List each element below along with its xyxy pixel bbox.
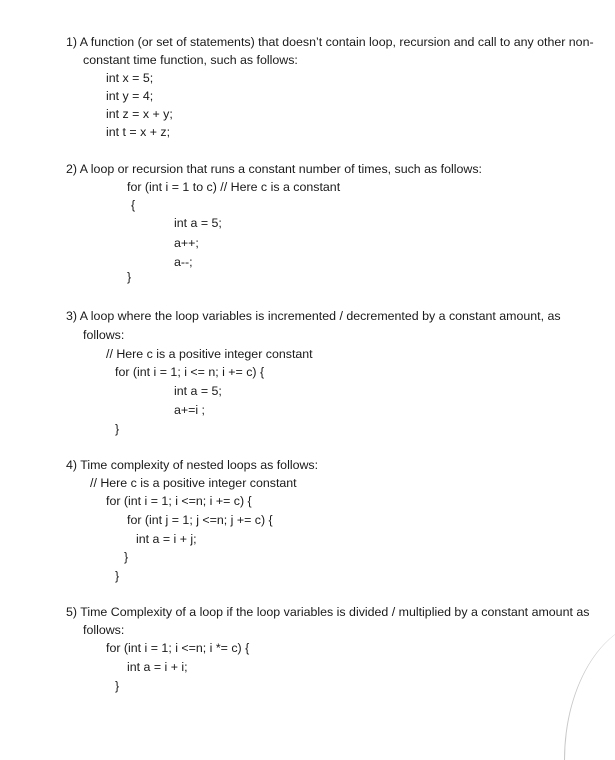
code-line: } bbox=[115, 569, 120, 583]
section-1-heading-cont: constant time function, such as follows: bbox=[83, 53, 298, 67]
section-3-heading: 3) A loop where the loop variables is incremented / decremented by a constant amount, as bbox=[66, 309, 561, 323]
section-5-heading-cont: follows: bbox=[83, 623, 125, 637]
code-line: a++; bbox=[174, 236, 199, 250]
section-3-heading-cont: follows: bbox=[83, 328, 125, 342]
code-line: int x = 5; bbox=[106, 71, 154, 85]
code-line: int a = 5; bbox=[174, 216, 222, 230]
section-1-heading: 1) A function (or set of statements) that doesn’t contain loop, recursion and call to any other non- bbox=[66, 35, 594, 49]
code-line: for (int i = 1; i <=n; i += c) { bbox=[106, 494, 252, 508]
code-line: int y = 4; bbox=[106, 89, 154, 103]
code-line: for (int i = 1; i <=n; i *= c) { bbox=[106, 641, 250, 655]
code-line: int t = x + z; bbox=[106, 125, 171, 139]
code-line: for (int i = 1 to c) // Here c is a constant bbox=[127, 180, 341, 194]
code-line: } bbox=[124, 550, 129, 564]
code-line: // Here c is a positive integer constant bbox=[106, 347, 313, 361]
code-line: int a = i + i; bbox=[127, 660, 188, 674]
code-line: int a = i + j; bbox=[136, 532, 197, 546]
section-2-heading: 2) A loop or recursion that runs a constant number of times, such as follows: bbox=[66, 162, 482, 176]
code-line: a+=i ; bbox=[174, 403, 206, 417]
code-line: } bbox=[115, 679, 120, 693]
code-line: // Here c is a positive integer constant bbox=[90, 476, 297, 490]
code-line: for (int j = 1; j <=n; j += c) { bbox=[127, 513, 273, 527]
code-line: int a = 5; bbox=[174, 384, 222, 398]
code-line: { bbox=[131, 198, 136, 212]
code-line: } bbox=[115, 422, 120, 436]
code-line: for (int i = 1; i <= n; i += c) { bbox=[115, 365, 265, 379]
code-line: int z = x + y; bbox=[106, 107, 173, 121]
code-line: } bbox=[127, 270, 132, 284]
section-4-heading: 4) Time complexity of nested loops as follows: bbox=[66, 458, 319, 472]
code-line: a--; bbox=[174, 255, 193, 269]
page-curl-decoration bbox=[564, 620, 615, 760]
section-5-heading: 5) Time Complexity of a loop if the loop variables is divided / multiplied by a constant amount as bbox=[66, 605, 590, 619]
